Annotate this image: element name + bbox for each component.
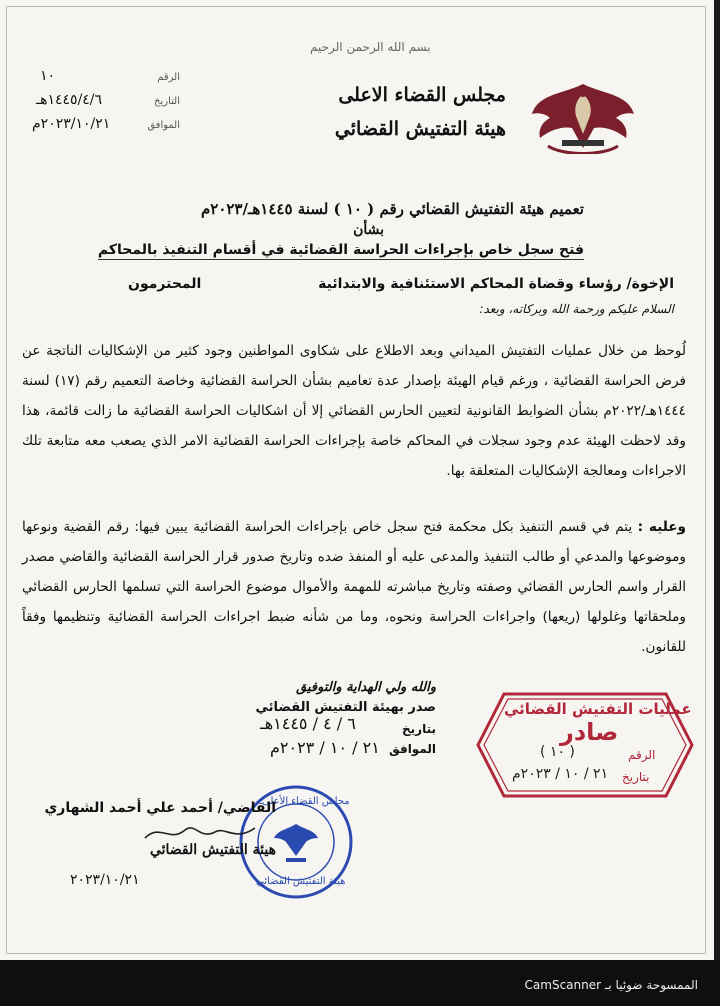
stamp-date-label: بتاريخ (622, 770, 650, 784)
scanner-label: الممسوحة ضوئيا بـ CamScanner (524, 978, 698, 992)
basmala: بسم الله الرحمن الرحيم (310, 40, 431, 54)
closing-line: والله ولي الهداية والتوفيق (296, 680, 436, 695)
circular-about: بشأن (353, 222, 384, 238)
ref-hijri-label: التاريخ (154, 96, 180, 107)
closing-hijri-value: ٦ / ٤ / ١٤٤٥هـ (260, 714, 356, 733)
circular-title: تعميم هيئة التفتيش القضائي رقم ( ١٠ ) لسنة ١٤٤٥هـ/٢٠٢٣م (200, 200, 584, 218)
authority-name: هيئة التفتيش القضائي (334, 118, 506, 140)
body-paragraph-1: لُوحظ من خلال عمليات التفتيش الميداني وبعد الاطلاع على شكاوى المواطنين وجود كثير من الإشكاليات الناتجة عن فرض الحراسة القضائية ، ورغم قيام الهيئة بإصدار عدة تعاميم بشأن الحراسة القضائية وخاصة التعميم رقم (١٧) لسنة ١٤٤٤هـ/٢٠٢٢م بشأن الضوابط القانونية لتعيين الحارس القضائي إلا أن اشكاليات الحراسة القضائية ما زالت قائمة، هذا وقد لاحظت الهيئة عدم وجود سجلات في المحاكم خاصة بإجراءات الحراسة القضائية الامر الذي يصعب معه متابعة تلك الاجراءات ومعالجة الإشكاليات المتعلقة بها. (22, 343, 686, 479)
scanner-footer (0, 960, 720, 1006)
stamp-date-value: ٢١ / ١٠ / ٢٠٢٣م (512, 766, 609, 782)
yemen-eagle-emblem-icon (528, 74, 638, 154)
closing-greg-label: الموافق (389, 742, 436, 756)
ref-greg-label: الموافق (147, 120, 180, 131)
ref-greg-value: ٢٠٢٣/١٠/٢١م (32, 116, 111, 132)
closing-hijri-label: بتاريخ (402, 722, 436, 736)
judge-name: القاضي/ أحمد علي أحمد الشهاري (44, 800, 276, 816)
ref-number-value: ١٠ (40, 68, 56, 84)
seal-top-text: مجلس القضاء الأعلى (262, 796, 350, 807)
signature-authority: هيئة التفتيش القضائي (149, 842, 276, 858)
ref-number-label: الرقم (157, 72, 180, 83)
issued-by: صدر بهيئة التفتيش القضائي (255, 700, 436, 715)
greeting: السلام عليكم ورحمة الله وبركاته، وبعد: (479, 302, 674, 316)
addressee: الإخوة/ رؤساء وقضاة المحاكم الاستئنافية والابتدائية (318, 276, 674, 292)
reference-box (30, 42, 180, 140)
paragraph-2-lead: وعليه : (637, 519, 686, 535)
body-paragraph-2 (22, 512, 686, 662)
stamp-number-value: ( ١٠ ) (540, 744, 575, 760)
council-name: مجلس القضاء الاعلى (338, 84, 506, 106)
stamp-title: عمليات التفتيش القضائي (504, 700, 692, 718)
stamp-status: صادر (560, 718, 619, 746)
seal-bottom-text: هيئة التفتيش القضائي (256, 876, 346, 887)
stamp-number-label: الرقم (628, 748, 656, 762)
signature-date: ٢٠٢٣/١٠/٢١ (70, 872, 140, 888)
respected-label: المحترمون (128, 276, 202, 292)
ref-hijri-value: ١٤٤٥/٤/٦هـ (36, 92, 103, 108)
paragraph-2-text: يتم في قسم التنفيذ بكل محكمة فتح سجل خاص بإجراءات الحراسة القضائية يبين فيها: رقم القضية ونوعها وموضوعها والمدعي أو طالب التنفيذ والمدعى عليه أو المنفذ ضده وتاريخ صدور قرار الحراسة القضائية والقاضي مصدر القرار واسم الحارس القضائي وصفته وتاريخ مباشرته للمهمة والأموال موضوع الحراسة التي تسلمها الحارس القضائي وملحقاتها وغلولها (ريعها) واجراءات الحراسة ونحوه، وما من شأنه ضبط اجراءات الحراسة القضائية وتنظيمها وفقاً للقانون. (22, 519, 686, 655)
closing-greg-value: ٢١ / ١٠ / ٢٠٢٣م (270, 738, 380, 757)
circular-subject: فتح سجل خاص بإجراءات الحراسة القضائية في أقسام التنفيذ بالمحاكم (97, 242, 584, 258)
